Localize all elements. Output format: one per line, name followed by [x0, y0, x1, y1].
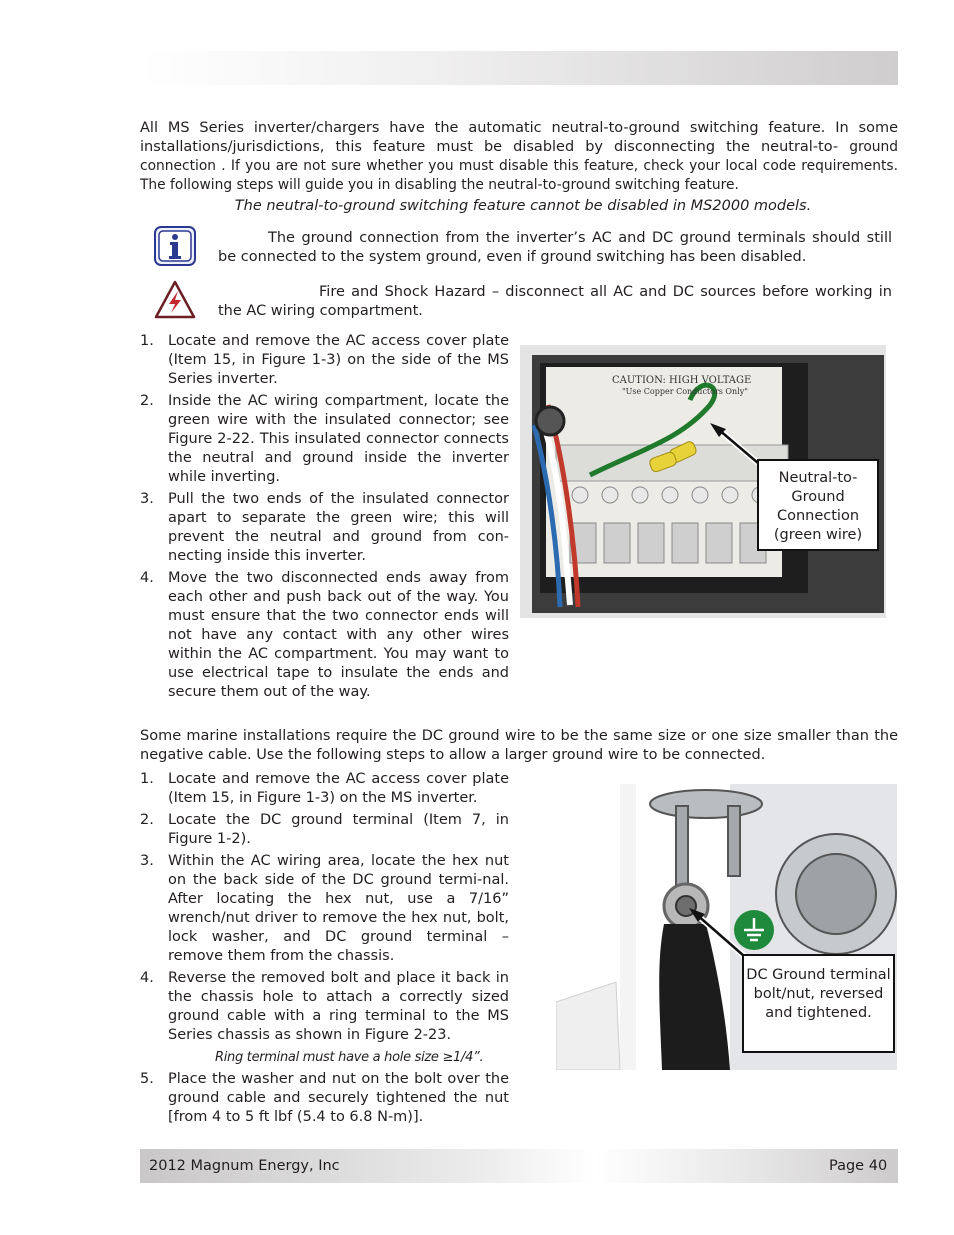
- footer-copyright: 2012 Magnum Energy, Inc: [149, 1158, 340, 1174]
- dc-ground-callout: DC Ground terminal bolt/nut, reversed and tightened.: [742, 954, 895, 1053]
- ring-terminal-note: Ring terminal must have a hole size ≥1/4”.: [215, 1050, 484, 1065]
- list-item: 1. Locate and remove the AC access cover plate (Item 15, in Figure 1-3) on the side of the MS Series inverter.: [140, 333, 509, 387]
- section2-steps: [140, 770, 509, 1130]
- intro-paragraph: [140, 119, 898, 195]
- caution-label: CAUTION: HIGH VOLTAGE: [612, 375, 752, 386]
- intro-line-2: ground connection . If you are not sure whether you must disable this feature, check your local code requirements. The following steps will guide you in disabling the neutral-to-ground switching feature.: [140, 139, 899, 193]
- list-item: 2. Inside the AC wiring compartment, locate the green wire with the insulated connector; see Figure 2-22. This insulated connector connects the neutral and ground inside the inverter while inverting.: [140, 393, 509, 485]
- list-item: 3. Within the AC wiring area, locate the hex nut on the back side of the DC ground termi-nal. After locating the hex nut, use a 7/16” wrench/nut driver to remove the hex nut, bolt, lock washer, and DC ground terminal – remove them from the chassis.: [140, 853, 509, 964]
- list-item: 4. Reverse the removed bolt and place it back in the chassis hole to attach a correctly sized ground cable with a ring terminal to the MS Series chassis as shown in Figure 2-23.: [140, 970, 509, 1043]
- neutral-ground-callout: Neutral-to-Ground Connection (green wire): [757, 459, 879, 551]
- list-item: 1. Locate and remove the AC access cover plate (Item 15, in Figure 1-3) on the MS inverter.: [140, 771, 509, 806]
- list-item: 4. Move the two disconnected ends away from each other and push back out of the way. You must ensure that the two connector ends will not have any contact with any other wires within the AC compartment. You may want to use electrical tape to insulate the ends and secure them out of the way.: [140, 570, 509, 700]
- section1-steps: [140, 332, 509, 705]
- page-number: Page 40: [829, 1158, 888, 1174]
- list-item: 5. Place the washer and nut on the bolt over the ground cable and securely tightened the nut [from 4 to 5 ft lbf (5.4 to 6.8 N-m)].: [140, 1071, 509, 1125]
- list-item: 2. Locate the DC ground terminal (Item 7, in Figure 1-2).: [140, 812, 509, 847]
- section2-intro: Some marine installations require the DC ground wire to be the same size or one size smaller than the negative cable. Use the following steps to allow a larger ground wire to be connected.: [140, 728, 898, 763]
- electrical-hazard-icon: [154, 280, 196, 320]
- list-item: 3. Pull the two ends of the insulated connector apart to separate the green wire; this will prevent the neutral and ground from con-necting inside this inverter.: [140, 491, 509, 564]
- warning-note-text: Fire and Shock Hazard – disconnect all AC and DC sources before working in the AC wiring compartment.: [218, 284, 892, 319]
- intro-line-1: All MS Series inverter/chargers have the automatic neutral-to-ground switching feature. In some installations/jurisdictions, this feature must be disabled by disconnecting the neutral-to-: [140, 120, 898, 155]
- caution-sublabel: "Use Copper Conductors Only": [622, 387, 748, 396]
- info-note-text: The ground connection from the inverter’s AC and DC ground terminals should still be connected to the system ground, even if ground switching has been disabled.: [218, 230, 892, 265]
- info-icon: [154, 226, 196, 266]
- ms2000-note: The neutral-to-ground switching feature cannot be disabled in MS2000 models.: [234, 198, 812, 214]
- header-bar: [140, 51, 898, 85]
